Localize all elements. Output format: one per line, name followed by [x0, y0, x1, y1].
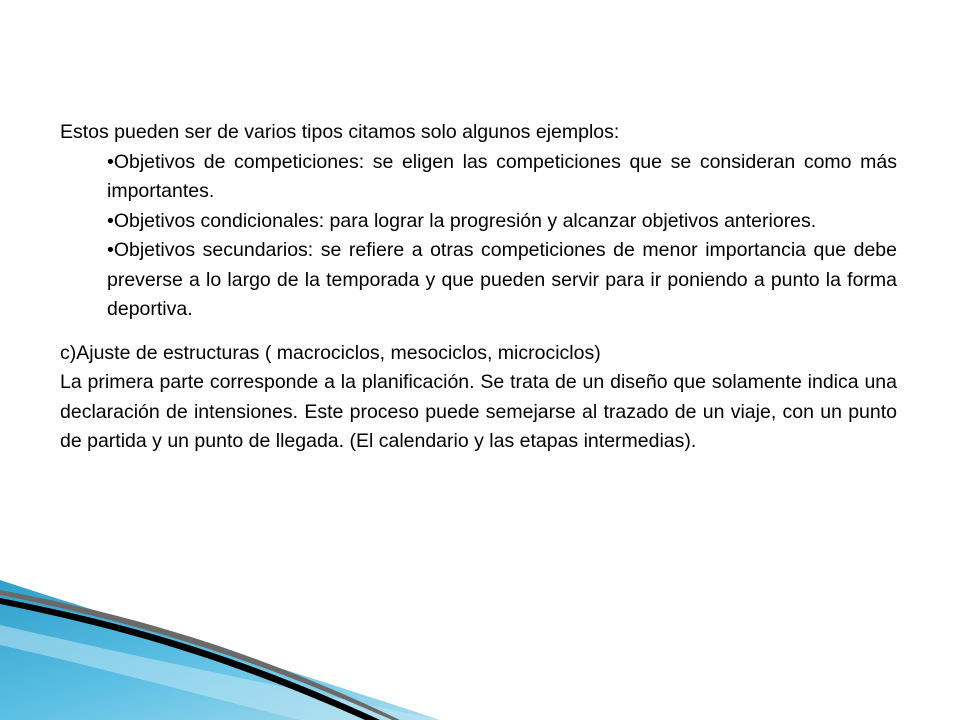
planning-paragraph: La primera parte corresponde a la planificación. Se trata de un diseño que solamente indica una declaración de intensiones. Este proceso puede semejarse al trazado de un viaje, con un punto de partida y un punto de llegada. (El calendario y las etapas intermedias).	[60, 371, 897, 452]
decorative-wave-graphic	[0, 580, 960, 720]
objectives-list	[60, 148, 897, 325]
objective-item: • Objetivos de competiciones: se eligen las competiciones que se consideran como más importantes.	[107, 148, 897, 207]
objective-item: • Objetivos condicionales: para lograr la progresión y alcanzar objetivos anteriores.	[107, 207, 897, 237]
slide-body	[60, 118, 897, 457]
section-heading: c)Ajuste de estructuras ( macrociclos, mesociclos, microciclos)	[60, 341, 601, 364]
intro-text: Estos pueden ser de varios tipos citamos solo algunos ejemplos:	[60, 121, 620, 143]
wave-light-band	[0, 625, 440, 720]
wave-blue-fill	[0, 580, 440, 720]
wave-dark-stroke	[0, 598, 380, 720]
wave-gray-stroke	[0, 590, 400, 720]
objective-item: • Objetivos secundarios: se refiere a otras competiciones de menor importancia que debe preverse a lo largo de la temporada y que pueden servir para ir poniendo a punto la forma deportiva.	[107, 236, 897, 325]
